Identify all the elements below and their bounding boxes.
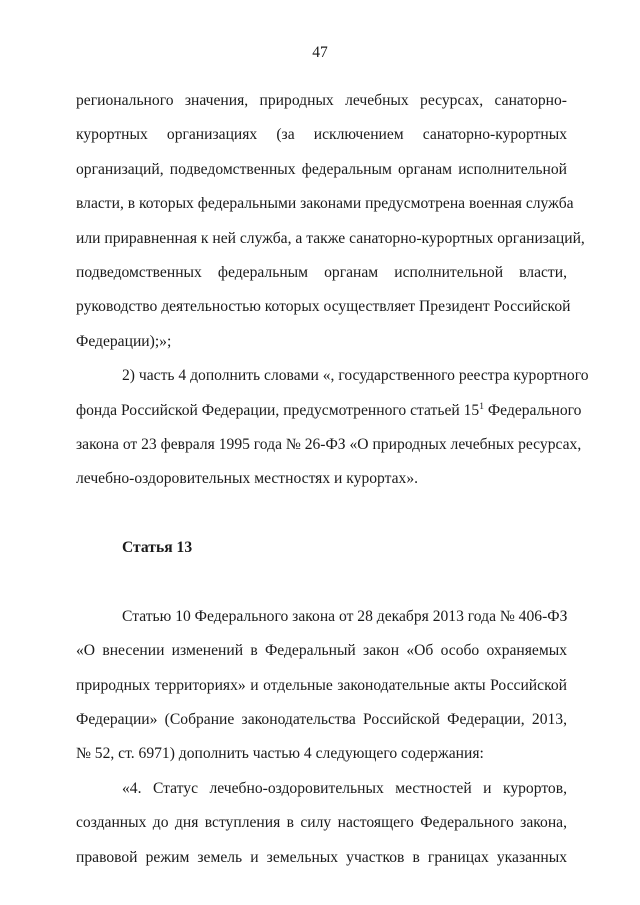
article-heading: Статья 13 (122, 539, 193, 557)
text-line: власти, в которых федеральными законами предусмотрена военная служба (76, 195, 574, 213)
text-line: правовой режим земель и земельных участков в границах указанных (76, 848, 567, 866)
text-line: № 52, ст. 6971) дополнить частью 4 следующего содержания: (76, 745, 484, 763)
text-line: подведомственных федеральным органам исполнительной власти, (76, 263, 567, 281)
text-line: 2) часть 4 дополнить словами «, государственного реестра курортного (122, 367, 589, 385)
paragraph-gap (76, 565, 567, 599)
text-line: созданных до дня вступления в силу настоящего Федерального закона, (76, 814, 567, 832)
text-fragment: фонда Российской Федерации, предусмотренного статьей 15 (76, 401, 480, 419)
text-line: «4. Статус лечебно-оздоровительных местностей и курортов, (122, 779, 567, 797)
paragraph-gap (76, 497, 567, 531)
text-line: Статью 10 Федерального закона от 28 декабря 2013 года № 406-ФЗ (122, 607, 568, 625)
text-line: природных территориях» и отдельные законодательные акты Российской (76, 676, 567, 694)
text-line: или приравненная к ней служба, а также санаторно-курортных организаций, (76, 229, 585, 247)
superscript: 1 (479, 401, 484, 412)
text-line: закона от 23 февраля 1995 года № 26-ФЗ «О природных лечебных ресурсах, (76, 435, 582, 453)
text-line: организаций, подведомственных федеральным органам исполнительной (76, 160, 567, 178)
text-line: лечебно-оздоровительных местностях и курортах». (76, 470, 419, 488)
document-body (76, 84, 589, 875)
text-line: курортных организациях (за исключением санаторно-курортных (76, 126, 567, 144)
text-line: регионального значения, природных лечебных ресурсах, санаторно- (76, 92, 567, 109)
text-line: Федерации);»; (76, 332, 172, 350)
text-line: «О внесении изменений в Федеральный закон «Об особо охраняемых (76, 642, 567, 660)
text-fragment: Федерального (483, 401, 582, 419)
text-line: Федерации» (Собрание законодательства Российской Федерации, 2013, (76, 711, 567, 729)
page-number: 47 (312, 44, 328, 61)
text-line: руководство деятельностью которых осуществляет Президент Российской (76, 298, 571, 316)
text-line-with-superscript (76, 394, 582, 428)
